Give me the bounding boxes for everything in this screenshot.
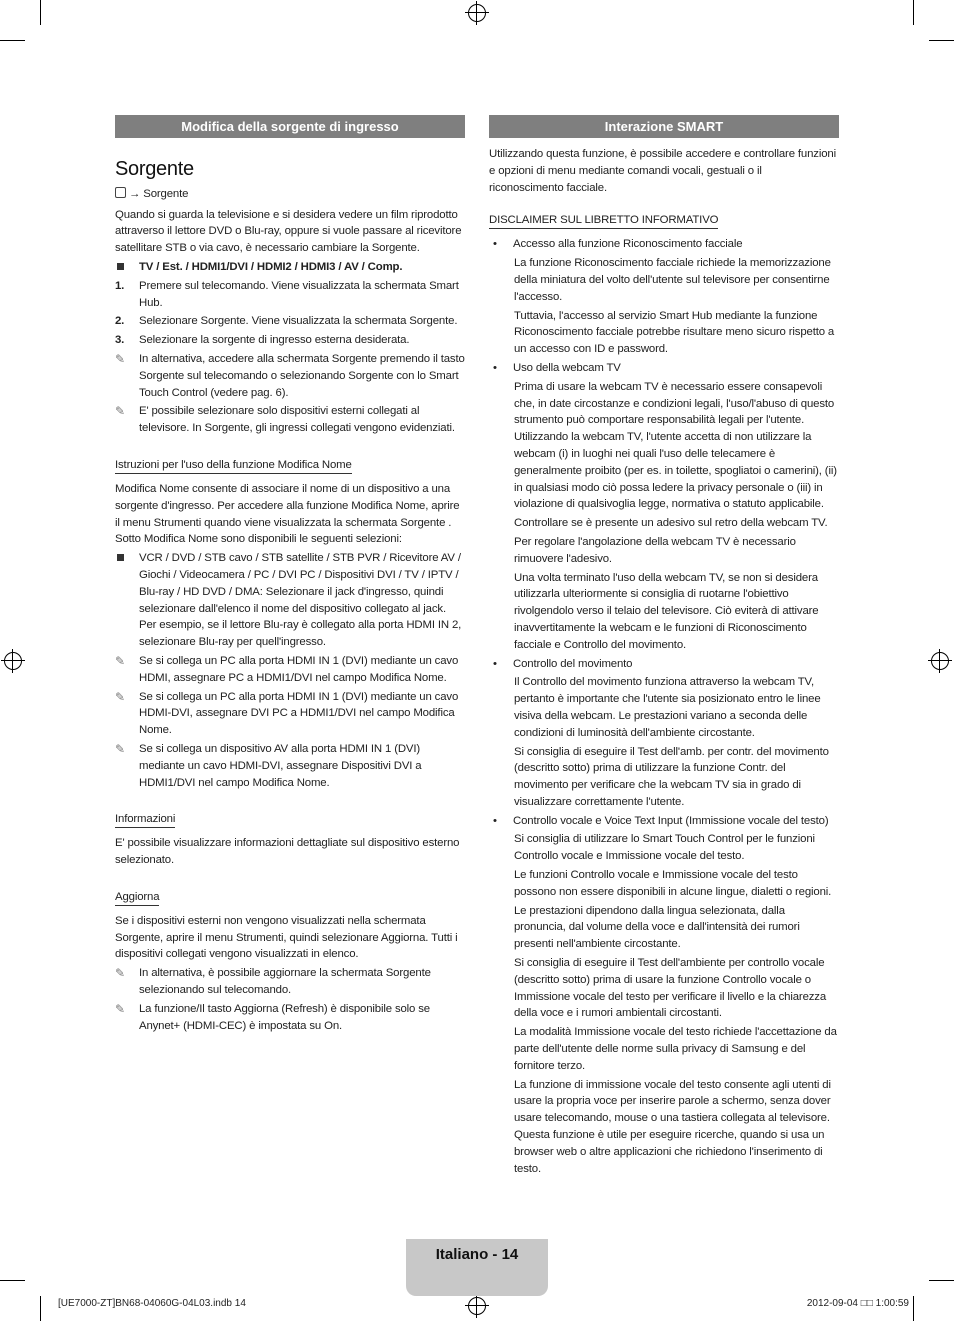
bullet-item: • Accesso alla funzione Riconoscimento facciale [489, 236, 839, 253]
bullet-icon: • [493, 814, 497, 827]
note-item: ✎ E' possibile selezionare solo dispositivi esterni collegati al televisore. In Sorgente, gli ingressi collegati vengono evidenziati. [115, 403, 465, 437]
right-column [489, 115, 839, 1179]
registration-mark-icon [931, 652, 949, 670]
pencil-note-icon: ✎ [115, 689, 125, 704]
crop-mark [40, 0, 41, 25]
bullet-item: • Controllo del movimento [489, 656, 839, 673]
pencil-note-icon: ✎ [115, 404, 125, 419]
step-item: 3. Selezionare la sorgente di ingresso esterna desiderata. [115, 334, 410, 347]
note-item: ✎ Se si collega un dispositivo AV alla porta HDMI IN 1 (DVI) mediante un cavo HDMI-DVI, assegnare Dispositivi DVI a HDMI1/DVI nel campo Modifica Nome. [115, 741, 465, 791]
square-bullet-icon [115, 259, 139, 276]
smart-hub-icon [115, 187, 126, 198]
bullet-body: La funzione Riconoscimento facciale richiede la memorizzazione della miniatura del volto dell'utente sul televisore per consentirne l'accesso. Tuttavia, l'accesso al servizio Smart Hub mediante la funzione Riconoscimento facciale potrebbe risultare meno sicuro rispetto a un accesso con ID e password. [514, 257, 835, 356]
crop-mark [929, 1280, 954, 1281]
section-heading: DISCLAIMER SUL LIBRETTO INFORMATIVO [489, 212, 718, 229]
step-item: 1. Premere sul telecomando. Viene visualizzata la schermata Smart Hub. [115, 279, 459, 309]
pencil-note-icon: ✎ [115, 653, 125, 668]
note-item: ✎ Se si collega un PC alla porta HDMI IN 1 (DVI) mediante un cavo HDMI-DVI, assegnare DVI PC a HDMI1/DVI nel campo Modifica Nome. [115, 689, 465, 739]
pencil-note-icon: ✎ [115, 1001, 125, 1016]
pencil-note-icon: ✎ [115, 351, 125, 366]
registration-mark-icon [468, 4, 486, 22]
crop-mark [0, 1280, 25, 1281]
bullet-body: Si consiglia di utilizzare lo Smart Touch Control per le funzioni Controllo vocale e Immissione vocale del testo. Le funzioni Controllo vocale e Immissione vocale del testo possono non essere disponibili in alcune lingue, dialetti o regioni. Le prestazioni dipendono dalla lingua selezionata, dalla pronuncia, dal volume della voce e dall'intensità dei rumori presenti nell'ambiente circostante. Si consiglia di eseguire il Test dell'ambiente per controllo vocale (descritto sotto) prima di usare la funzione Controllo vocale o Immissione vocale del testo per verificare il livello e la chiarezza della voce e i rumori ambientali circostanti. La modalità Immissione vocale del testo richiede l'accettazione da parte dell'utente delle norme sulla privacy di Samsung e del fornitore terzo. La funzione di immissione vocale del testo consente agli utenti di usare la propria voce per inserire parole a schermo, senza dover usare telecomando, mouse o una tastiera collegata al televisore. Questa funzione è utile per eseguire ricerche, quando si usa un browser web o altre applicazioni che richiedono l'inserimento di testo. [514, 833, 837, 1175]
page-number-tab: Italiano - 14 [406, 1239, 548, 1296]
section-heading: Aggiorna [115, 889, 159, 906]
crop-mark [929, 40, 954, 41]
intro-text: Quando si guarda la televisione e si desidera vedere un film riprodotto attraverso il lettore DVD o Blu-ray, oppure si vuole passare al ricevitore satellitare STB o via cavo, è necessario cambiare la Sorgente. [115, 208, 462, 255]
section-banner: Modifica della sorgente di ingresso [115, 115, 465, 138]
pencil-note-icon: ✎ [115, 741, 125, 756]
note-item: ✎ In alternativa, accedere alla schermata Sorgente premendo il tasto Sorgente sul telecomando o selezionando Sorgente con lo Smart Touch Control (vedere pag. 6). [115, 351, 465, 401]
menu-path: → Sorgente [115, 186, 465, 203]
crop-mark [913, 0, 914, 25]
file-name: [UE7000-ZT]BN68-04060G-04L03.indb 14 [58, 1298, 246, 1309]
bullet-body: Il Controllo del movimento funziona attraverso la webcam TV, pertanto è importante che l'utente sia posizionato entro le linee visiva della webcam. Le prestazioni variano a seconda delle condizioni di luminosità dell'ambiente circostante. Si consiglia di eseguire il Test dell'amb. per contr. del movimento (descritto sotto) prima di utilizzare la funzione Contr. del movimento per verificare che la webcam TV sia in grado di visualizzare correttamente l'utente. [514, 676, 829, 808]
page-title: Sorgente [115, 158, 194, 180]
section-text: Modifica Nome consente di associare il nome di un dispositivo a una sorgente d'ingresso. Per accedere alla funzione Modifica Nome, aprire il menu Strumenti quando viene visualizzata la schermata Sorgente . Sotto Modifica Nome sono disponibili le seguenti selezioni: [115, 482, 460, 546]
bullet-icon: • [493, 238, 497, 251]
pencil-note-icon: ✎ [115, 966, 125, 981]
step-item: 2. Selezionare Sorgente. Viene visualizzata la schermata Sorgente. [115, 315, 458, 328]
bullet-icon: • [493, 657, 497, 670]
left-column [115, 115, 465, 1036]
crop-mark [0, 40, 25, 41]
section-text: Se i dispositivi esterni non vengono visualizzati nella schermata Sorgente, aprire il menu Strumenti, quindi selezionare Aggiorna. Tutti i dispositivi collegati vengono visualizzati in elenco. [115, 914, 458, 961]
note-item: ✎ La funzione/Il tasto Aggiorna (Refresh) è disponibile solo se Anynet+ (HDMI-CEC) è impostata su On. [115, 1001, 465, 1035]
registration-mark-icon [4, 652, 22, 670]
bullet-icon: • [493, 361, 497, 374]
source-list: TV / Est. / HDMI1/DVI / HDMI2 / HDMI3 / AV / Comp. [115, 259, 465, 276]
bullet-body: Prima di usare la webcam TV è necessario essere consapevoli che, in date circostanze e condizioni legali, l'uso/l'abuso di questo strumento può comportare responsabilità legali per l'utente. Utilizzando la webcam TV, l'utente accetta di non utilizzare la webcam (i) in luoghi nei quali l'uso delle telecamere è generalmente proibito (per es. in toilette, spogliatoi o camerini), (ii) in qualsiasi modo ciò possa ledere la privacy personale o (iii) in violazione di qualsivoglia legge, normativa o statuto applicabile. Controllare se è presente un adesivo sul retro della webcam TV. Per regolare l'angolazione della webcam TV è necessario rimuovere l'adesivo. Una volta terminato l'uso della webcam TV, se non si desidera utilizzarla ulteriormente si consiglia di ruotarne l'obiettivo rivolgendolo verso il telaio del televisore. Ciò eviterà di attivare inavvertitamente la webcam e le funzioni di Riconoscimento facciale e Controllo del movimento. [514, 380, 837, 651]
intro-text: Utilizzando questa funzione, è possibile accedere e controllare funzioni e opzioni di menu mediante comandi vocali, gestuali o il riconoscimento facciale. [489, 148, 836, 194]
crop-mark [913, 1296, 914, 1321]
bullet-item: • Uso della webcam TV [489, 360, 839, 377]
registration-mark-icon [468, 1297, 486, 1315]
section-banner: Interazione SMART [489, 115, 839, 138]
print-timestamp: 2012-09-04 □□ 1:00:59 [806, 1298, 909, 1309]
section-text: E' possibile visualizzare informazioni dettagliate sul dispositivo esterno selezionato. [115, 837, 460, 867]
square-bullet-icon [115, 550, 139, 651]
bullet-item: • Controllo vocale e Voice Text Input (Immissione vocale del testo) [489, 813, 839, 830]
section-heading: Informazioni [115, 811, 175, 828]
note-item: ✎ In alternativa, è possibile aggiornare la schermata Sorgente selezionando sul telecomando. [115, 965, 465, 999]
section-heading: Istruzioni per l'uso della funzione Modifica Nome [115, 457, 352, 474]
name-list: VCR / DVD / STB cavo / STB satellite / STB PVR / Ricevitore AV / Giochi / Videocamera / PC / DVI PC / Dispositivi DVI / TV / IPTV / Blu-ray / HD DVD / DMA: Selezionare il jack d'ingresso, quindi selezionare dall'elenco il nome del dispositivo collegato al jack. Per esempio, se il lettore Blu-ray è collegato alla porta HDMI IN 2, selezionare Blu-ray per quell'ingresso. [115, 550, 465, 651]
note-item: ✎ Se si collega un PC alla porta HDMI IN 1 (DVI) mediante un cavo HDMI, assegnare PC a HDMI1/DVI nel campo Modifica Nome. [115, 653, 465, 687]
crop-mark [40, 1296, 41, 1321]
